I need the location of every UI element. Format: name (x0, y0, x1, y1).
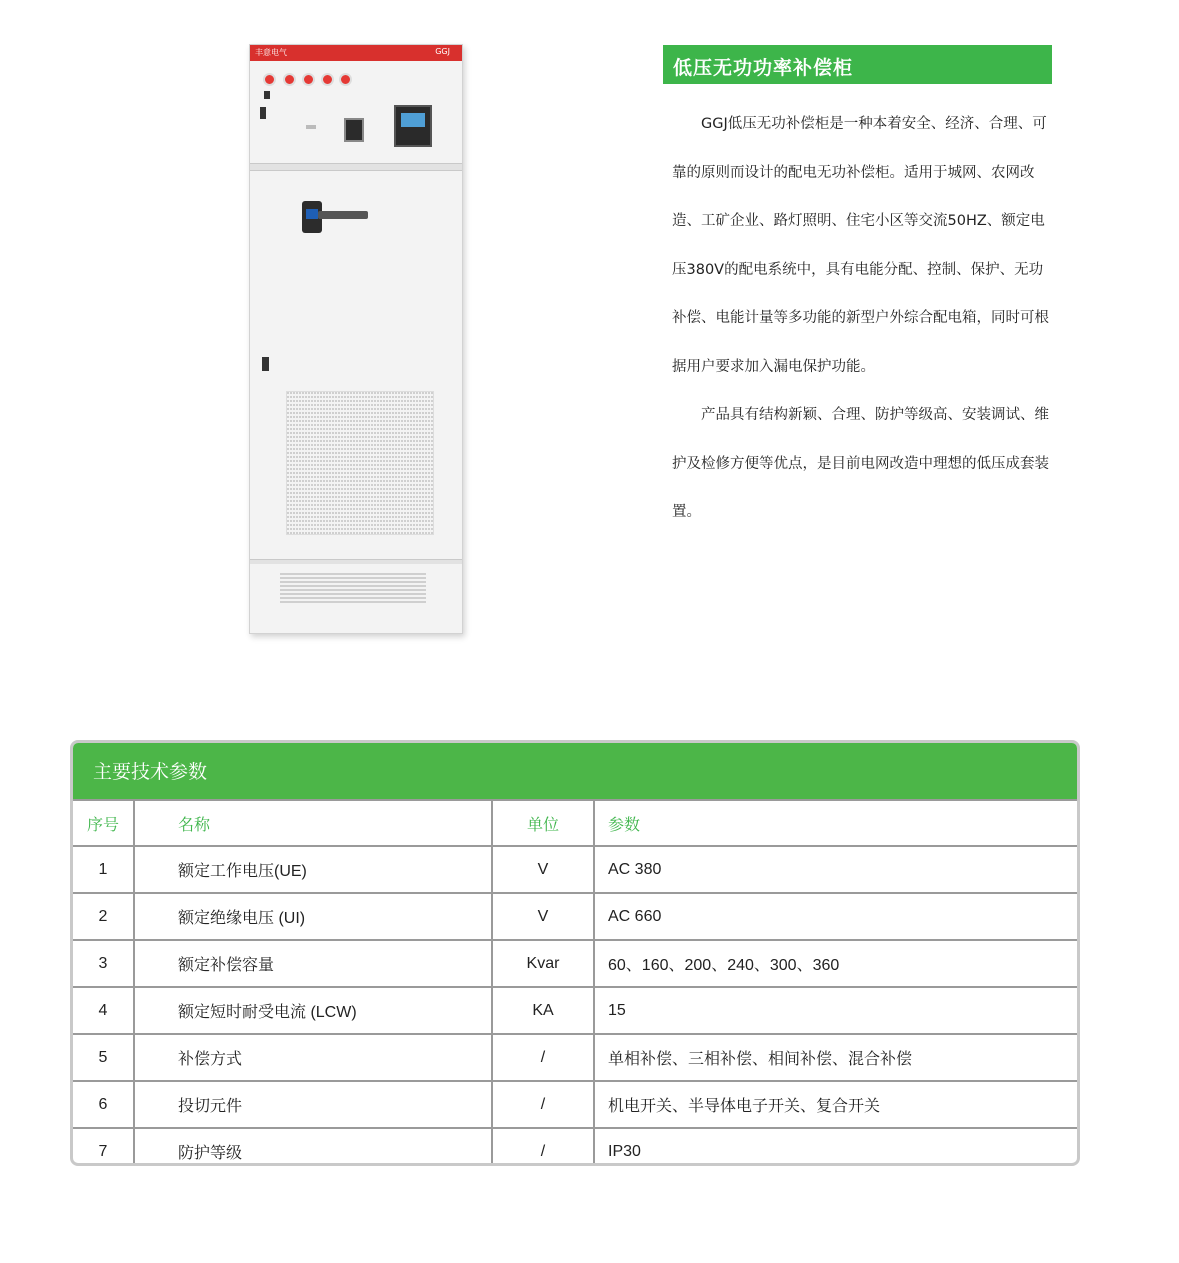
row-value: IP30 (594, 1128, 1077, 1166)
row-unit: / (492, 1128, 594, 1166)
row-name: 额定短时耐受电流 (LCW) (134, 987, 492, 1034)
row-value: 机电开关、半导体电子开关、复合开关 (594, 1081, 1077, 1128)
header-value: 参数 (594, 800, 1077, 846)
cabinet-divider (250, 559, 462, 564)
cabinet-divider (250, 163, 462, 171)
row-value: 60、160、200、240、300、360 (594, 940, 1077, 987)
table-row (73, 893, 1077, 940)
product-title-bar (663, 45, 1052, 84)
table-row (73, 846, 1077, 893)
indicator-lamp-icon (339, 73, 352, 86)
row-value: AC 380 (594, 846, 1077, 893)
row-unit: V (492, 846, 594, 893)
table-header-row (73, 800, 1077, 846)
row-value: AC 660 (594, 893, 1077, 940)
row-unit: / (492, 1081, 594, 1128)
power-meter-icon (394, 105, 432, 147)
table-title-bar (73, 743, 1077, 799)
cabinet-brand-label: 丰意电气 (255, 48, 287, 57)
cabinet-image (249, 44, 463, 634)
ventilation-grille (280, 573, 426, 605)
row-no: 1 (73, 846, 134, 893)
row-name: 额定工作电压(UE) (134, 846, 492, 893)
row-name: 补偿方式 (134, 1034, 492, 1081)
indicator-lamp-icon (283, 73, 296, 86)
row-no: 7 (73, 1128, 134, 1166)
table-row (73, 1128, 1077, 1166)
product-description (672, 100, 1052, 537)
header-no: 序号 (73, 800, 134, 846)
cabinet-label-plate (306, 125, 316, 129)
row-unit: Kvar (492, 940, 594, 987)
description-paragraph: GGJ低压无功补偿柜是一种本着安全、经济、合理、可靠的原则而设计的配电无功补偿柜。适用于城网、农网改造、工矿企业、路灯照明、住宅小区等交流50HZ、额定电压380V的配电系统中，具有电能分配、控制、保护、无功补偿、电能计量等多功能的新型户外综合配电箱，同时可根据用户要求加入漏电保护功能。 (672, 116, 1049, 375)
table-title: 主要技术参数 (93, 761, 208, 783)
row-unit: KA (492, 987, 594, 1034)
row-unit: V (492, 893, 594, 940)
cabinet-top-band (250, 45, 462, 61)
parameter-table (73, 799, 1077, 1166)
row-value: 15 (594, 987, 1077, 1034)
row-no: 4 (73, 987, 134, 1034)
description-paragraph: 产品具有结构新颖、合理、防护等级高、安装调试、维护及检修方便等优点，是目前电网改造中理想的低压成套装置。 (672, 407, 1049, 520)
row-value: 单相补偿、三相补偿、相间补偿、混合补偿 (594, 1034, 1077, 1081)
row-unit: / (492, 1034, 594, 1081)
parameter-table-panel (70, 740, 1080, 1166)
row-name: 投切元件 (134, 1081, 492, 1128)
handle-lever (318, 211, 368, 219)
table-row (73, 940, 1077, 987)
table-row (73, 1034, 1077, 1081)
meter-screen (401, 113, 425, 127)
header-name: 名称 (134, 800, 492, 846)
row-no: 5 (73, 1034, 134, 1081)
row-no: 3 (73, 940, 134, 987)
door-lock-icon (262, 357, 269, 371)
row-name: 额定绝缘电压 (UI) (134, 893, 492, 940)
indicator-lamp-icon (263, 73, 276, 86)
rotary-switch-icon (344, 118, 364, 142)
table-row (73, 1081, 1077, 1128)
indicator-lamp-icon (302, 73, 315, 86)
ventilation-grille (286, 391, 434, 535)
table-row (73, 987, 1077, 1034)
row-name: 额定补偿容量 (134, 940, 492, 987)
row-no: 2 (73, 893, 134, 940)
row-no: 6 (73, 1081, 134, 1128)
indicator-lamp-icon (321, 73, 334, 86)
header-unit: 单位 (492, 800, 594, 846)
cabinet-switch-icon (260, 107, 266, 119)
cabinet-button-icon (264, 91, 270, 99)
handle-accent (306, 209, 318, 219)
cabinet-model-label: GGJ (435, 47, 450, 56)
product-title: 低压无功功率补偿柜 (673, 57, 854, 79)
row-name: 防护等级 (134, 1128, 492, 1166)
